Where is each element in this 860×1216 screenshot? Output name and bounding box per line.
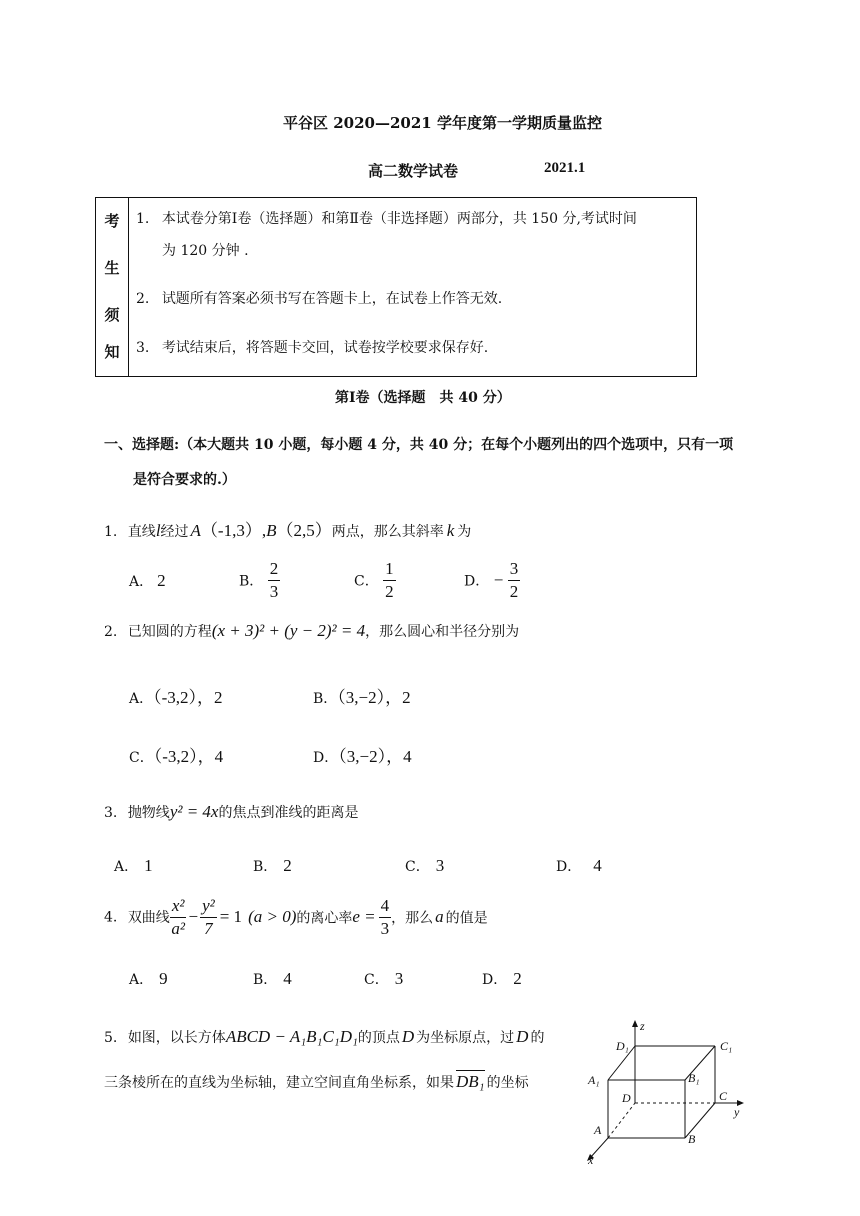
notice-item-number: 2.: [136, 291, 150, 307]
math-point: （-1,3）: [200, 521, 262, 540]
option-value: 9: [159, 969, 168, 988]
q1-option-a[interactable]: [129, 571, 166, 591]
option-label: B．: [239, 573, 264, 590]
notice-label-char: 知: [104, 343, 120, 361]
q4-option-a[interactable]: [129, 969, 168, 989]
question-text: 双曲线: [127, 910, 170, 927]
question-text: 的: [530, 1030, 545, 1046]
option-value: 3: [435, 856, 445, 875]
section1-instructions: 一、选择题:（本大题共 10 小题，每小题 4 分，共 40 分；在每个小题列出的四个选项中，只有一项: [104, 437, 734, 453]
fraction-numerator: 4: [379, 897, 392, 918]
question-text: 直线: [127, 524, 156, 540]
math-condition: (a > 0): [248, 907, 297, 927]
q1-option-b[interactable]: [239, 560, 280, 601]
notice-item: [136, 337, 488, 359]
q3-option-a[interactable]: [114, 856, 153, 876]
math-var: B: [266, 521, 277, 540]
vertex-label-C1: C₁: [720, 1039, 733, 1053]
axis-label-z: z: [640, 1019, 645, 1033]
q3-option-c[interactable]: [405, 856, 444, 876]
q2-option-a[interactable]: [129, 683, 223, 708]
option-value: 4: [283, 969, 292, 988]
vertex-label-B1: B₁: [688, 1071, 700, 1085]
fraction-denominator: 3: [380, 918, 390, 938]
fraction-numerator: 2: [268, 560, 281, 581]
notice-label-char: 生: [104, 259, 120, 277]
option-label: A．: [129, 574, 154, 590]
notice-item-number: 1.: [136, 211, 150, 227]
option-label: D．: [556, 859, 582, 875]
vertex-label-D1: D₁: [616, 1039, 629, 1053]
option-label: D．: [464, 573, 490, 590]
math-var: D: [516, 1027, 529, 1046]
vertex-label-B: B: [688, 1132, 696, 1146]
question-text: 两点，那么其斜率: [331, 524, 444, 540]
option-label: C．: [364, 972, 389, 988]
q4-option-b[interactable]: [253, 969, 292, 989]
fraction-numerator: x²: [170, 897, 187, 918]
vertex-label-D: D: [622, 1091, 631, 1105]
math-equation: e =: [352, 907, 376, 927]
question-text: ，那么: [391, 910, 434, 927]
z-arrow: [632, 1020, 638, 1027]
option-label: D．: [313, 750, 339, 766]
axis-label-y: y: [734, 1105, 740, 1119]
question-5: [104, 1027, 544, 1047]
option-label: A．: [114, 859, 139, 875]
option-label: A．: [129, 691, 154, 707]
option-value: 2: [283, 856, 292, 875]
notice-label: [96, 198, 129, 376]
option-value: （-3,2），4: [153, 747, 224, 766]
question-5-line2: [104, 1072, 529, 1092]
fraction-denominator: 2: [385, 581, 394, 601]
question-text: 为坐标原点，过: [416, 1030, 515, 1046]
option-value: （3,−2），4: [338, 747, 412, 766]
cuboid-figure: [580, 1018, 750, 1166]
option-value: 1: [144, 856, 153, 875]
q3-option-b[interactable]: [253, 856, 292, 876]
fraction-denominator: 3: [269, 581, 279, 601]
math-var: k: [446, 521, 455, 540]
option-label: C．: [129, 750, 154, 766]
fraction-numerator: 3: [508, 560, 521, 581]
question-1: [104, 516, 471, 541]
math-equation: (x + 3)² + (y − 2)² = 4: [211, 621, 366, 640]
question-4: [104, 897, 488, 938]
minus-sign: −: [493, 570, 504, 590]
edge-AD-hidden: [608, 1103, 635, 1138]
option-value: 2: [513, 969, 522, 988]
fraction: [383, 560, 396, 601]
math-var: a: [435, 907, 444, 927]
notice-item-text: 试题所有答案必须书写在答题卡上，在试卷上作答无效.: [161, 291, 503, 307]
fraction: [508, 560, 521, 601]
exam-date: 2021.1: [544, 160, 586, 176]
question-text: 的焦点到准线的距离是: [218, 805, 359, 821]
notice-label-char: 须: [104, 306, 120, 324]
exam-subtitle: 高二数学试卷: [368, 162, 459, 180]
notice-item-text: 本试卷分第Ⅰ卷（选择题）和第Ⅱ卷（非选择题）两部分，共 150 分,考试时间: [161, 211, 637, 227]
math-equation: = 1: [219, 907, 243, 927]
option-value: （3,−2），2: [337, 688, 411, 707]
option-label: A．: [129, 972, 154, 988]
option-value: 3: [394, 969, 404, 988]
notice-item-text: 考试结束后，将答题卡交回，试卷按学校要求保存好.: [161, 340, 489, 356]
math-sep: ,: [261, 521, 267, 540]
fraction-numerator: y²: [200, 897, 217, 918]
q2-option-b[interactable]: [313, 683, 411, 708]
math-var: D: [401, 1027, 415, 1046]
fraction: [268, 560, 281, 601]
question-number: 4.: [104, 909, 118, 926]
fraction: [200, 897, 217, 938]
fraction-denominator: 2: [509, 581, 519, 601]
q4-option-c[interactable]: [364, 969, 403, 989]
question-number: 1.: [104, 524, 118, 540]
notice-item: [136, 288, 502, 310]
question-text: 如图，以长方体: [127, 1030, 226, 1046]
question-text: 抛物线: [127, 805, 170, 821]
question-text: 的离心率: [296, 910, 353, 927]
math-point: （2,5）: [276, 521, 332, 540]
math-vector: DB₁: [456, 1072, 485, 1091]
fraction: [170, 897, 187, 938]
option-label: B．: [253, 972, 278, 988]
question-text: 已知圆的方程: [127, 624, 212, 640]
question-number: 5.: [104, 1030, 118, 1046]
q2-option-c[interactable]: [129, 742, 223, 767]
math-solid: ABCD − A₁B₁C₁D₁: [225, 1027, 358, 1046]
question-text: 为: [457, 524, 472, 540]
option-value: 4: [593, 856, 602, 875]
vertex-label-A: A: [594, 1123, 602, 1137]
question-text: 三条棱所在的直线为坐标轴，建立空间直角坐标系，如果: [104, 1075, 454, 1091]
q3-option-d[interactable]: [556, 856, 602, 876]
minus-sign: −: [188, 907, 199, 927]
q4-option-d[interactable]: [482, 969, 522, 989]
vertex-label-A1: A₁: [588, 1073, 600, 1087]
math-var: l: [155, 521, 161, 540]
question-text: 的坐标: [486, 1075, 529, 1091]
section1-instructions-cont: 是符合要求的.）: [133, 472, 236, 488]
q1-option-d[interactable]: [464, 560, 520, 601]
fraction-denominator: a²: [171, 918, 185, 938]
vertex-label-C: C: [719, 1089, 728, 1103]
page-title: 平谷区 2020—2021 学年度第一学期质量监控: [283, 114, 602, 132]
question-2: [104, 621, 519, 641]
math-equation: y² = 4x: [169, 802, 219, 821]
notice-box: [95, 197, 697, 377]
notice-item-continuation: 为 120 分钟 .: [162, 243, 249, 259]
question-3: [104, 802, 358, 822]
math-var: A: [190, 521, 201, 540]
notice-item: [136, 208, 637, 230]
notice-label-char: 考: [104, 212, 120, 230]
question-text: 经过: [160, 524, 189, 540]
option-label: B．: [313, 691, 338, 707]
q1-option-c[interactable]: [354, 560, 396, 601]
fraction-numerator: 1: [383, 560, 396, 581]
option-label: B．: [253, 859, 278, 875]
option-value: （-3,2），2: [153, 688, 223, 707]
option-label: C．: [354, 573, 379, 590]
option-label: C．: [405, 859, 430, 875]
option-value: 2: [157, 571, 166, 590]
question-text: ，那么圆心和半径分别为: [365, 624, 520, 640]
fraction-denominator: 7: [204, 918, 213, 938]
axis-label-x: x: [588, 1153, 594, 1166]
part1-title: 第Ⅰ卷（选择题 共 40 分）: [335, 390, 511, 406]
fraction: [379, 897, 392, 938]
question-number: 2.: [104, 624, 118, 640]
question-text: 的值是: [445, 910, 488, 927]
notice-item-number: 3.: [136, 340, 150, 356]
option-label: D．: [482, 972, 508, 988]
question-text: 的顶点: [357, 1030, 400, 1046]
q2-option-d[interactable]: [313, 742, 412, 767]
question-number: 3.: [104, 805, 118, 821]
